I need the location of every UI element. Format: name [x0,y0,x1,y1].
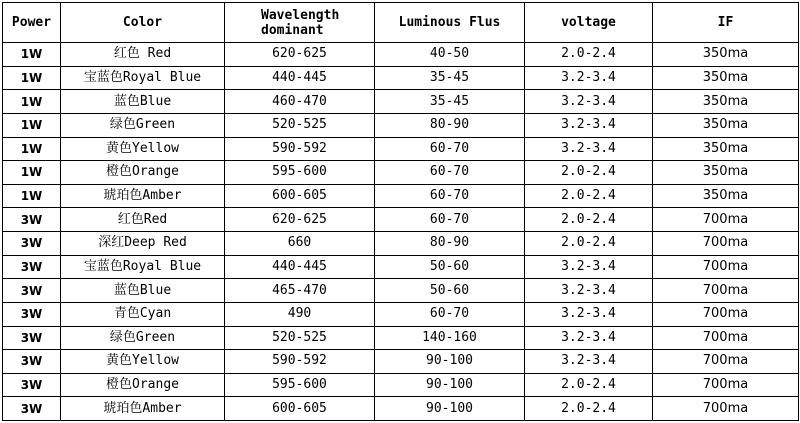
cell-power: 1W [3,137,61,161]
table-row [3,90,799,114]
cell-power: 1W [3,43,61,67]
cell-if: 350ma [653,161,799,185]
cell-power: 1W [3,90,61,114]
cell-wavelength: 460-470 [225,90,375,114]
table-row [3,137,799,161]
cell-wavelength: 600-605 [225,184,375,208]
cell-color: 黄色Yellow [61,350,225,374]
cell-wavelength: 520-525 [225,326,375,350]
cell-voltage: 2.0-2.4 [525,161,653,185]
cell-color: 深红Deep Red [61,232,225,256]
header-power: Power [3,3,61,43]
cell-wavelength: 595-600 [225,161,375,185]
cell-color: 红色Red [61,208,225,232]
cell-wavelength: 465-470 [225,279,375,303]
cell-color: 蓝色Blue [61,90,225,114]
cell-voltage: 3.2-3.4 [525,350,653,374]
cell-if: 350ma [653,137,799,161]
cell-if: 700ma [653,302,799,326]
cell-color: 绿色Green [61,326,225,350]
cell-color: 橙色Orange [61,373,225,397]
cell-color: 蓝色Blue [61,279,225,303]
table-row [3,161,799,185]
cell-voltage: 3.2-3.4 [525,279,653,303]
header-wavelength-line1: Wavelength [261,7,340,23]
cell-if: 350ma [653,66,799,90]
table-row [3,326,799,350]
cell-color: 红色 Red [61,43,225,67]
cell-wavelength: 440-445 [225,66,375,90]
cell-luminous-flux: 60-70 [375,302,525,326]
header-wavelength-line2: dominant [261,22,324,38]
cell-power: 1W [3,113,61,137]
header-if: IF [653,3,799,43]
cell-luminous-flux: 50-60 [375,255,525,279]
table-row [3,232,799,256]
table-body [3,43,799,421]
cell-if: 700ma [653,350,799,374]
cell-if: 350ma [653,113,799,137]
cell-power: 3W [3,326,61,350]
cell-luminous-flux: 35-45 [375,66,525,90]
cell-power: 3W [3,232,61,256]
cell-wavelength: 590-592 [225,350,375,374]
cell-luminous-flux: 90-100 [375,397,525,421]
cell-luminous-flux: 90-100 [375,373,525,397]
cell-voltage: 2.0-2.4 [525,232,653,256]
cell-voltage: 3.2-3.4 [525,137,653,161]
cell-wavelength: 520-525 [225,113,375,137]
cell-luminous-flux: 60-70 [375,137,525,161]
table-row [3,43,799,67]
cell-if: 350ma [653,43,799,67]
cell-power: 3W [3,397,61,421]
cell-if: 700ma [653,397,799,421]
cell-color: 绿色Green [61,113,225,137]
cell-color: 宝蓝色Royal Blue [61,66,225,90]
header-wavelength [225,3,375,43]
cell-if: 700ma [653,373,799,397]
cell-voltage: 3.2-3.4 [525,90,653,114]
cell-power: 1W [3,184,61,208]
table-row [3,184,799,208]
cell-color: 宝蓝色Royal Blue [61,255,225,279]
cell-voltage: 2.0-2.4 [525,208,653,232]
cell-voltage: 2.0-2.4 [525,43,653,67]
table-row [3,302,799,326]
cell-luminous-flux: 90-100 [375,350,525,374]
cell-luminous-flux: 50-60 [375,279,525,303]
cell-if: 350ma [653,90,799,114]
cell-power: 3W [3,350,61,374]
cell-luminous-flux: 60-70 [375,208,525,232]
cell-wavelength: 600-605 [225,397,375,421]
cell-if: 700ma [653,255,799,279]
cell-power: 3W [3,279,61,303]
header-color: Color [61,3,225,43]
header-voltage: voltage [525,3,653,43]
led-spec-table [2,2,799,421]
cell-if: 350ma [653,184,799,208]
cell-color: 黄色Yellow [61,137,225,161]
cell-color: 青色Cyan [61,302,225,326]
cell-voltage: 3.2-3.4 [525,255,653,279]
cell-luminous-flux: 80-90 [375,113,525,137]
table-row [3,279,799,303]
cell-luminous-flux: 80-90 [375,232,525,256]
table-row [3,208,799,232]
cell-voltage: 2.0-2.4 [525,184,653,208]
cell-power: 3W [3,255,61,279]
table-row [3,66,799,90]
cell-if: 700ma [653,232,799,256]
table-row [3,350,799,374]
cell-wavelength: 620-625 [225,43,375,67]
cell-luminous-flux: 35-45 [375,90,525,114]
cell-power: 1W [3,66,61,90]
cell-color: 橙色Orange [61,161,225,185]
cell-if: 700ma [653,326,799,350]
cell-wavelength: 440-445 [225,255,375,279]
cell-voltage: 3.2-3.4 [525,326,653,350]
cell-voltage: 2.0-2.4 [525,397,653,421]
table-row [3,397,799,421]
cell-luminous-flux: 40-50 [375,43,525,67]
table-row [3,113,799,137]
cell-voltage: 3.2-3.4 [525,302,653,326]
cell-power: 3W [3,373,61,397]
cell-voltage: 3.2-3.4 [525,66,653,90]
header-luminous-flux: Luminous Flus [375,3,525,43]
table-row [3,373,799,397]
cell-if: 700ma [653,279,799,303]
cell-power: 1W [3,161,61,185]
cell-wavelength: 660 [225,232,375,256]
cell-luminous-flux: 140-160 [375,326,525,350]
cell-wavelength: 595-600 [225,373,375,397]
cell-luminous-flux: 60-70 [375,184,525,208]
cell-wavelength: 490 [225,302,375,326]
cell-power: 3W [3,208,61,232]
header-row [3,3,799,43]
table-row [3,255,799,279]
cell-color: 琥珀色Amber [61,397,225,421]
cell-color: 琥珀色Amber [61,184,225,208]
cell-voltage: 3.2-3.4 [525,113,653,137]
cell-luminous-flux: 60-70 [375,161,525,185]
cell-power: 3W [3,302,61,326]
cell-wavelength: 590-592 [225,137,375,161]
cell-voltage: 2.0-2.4 [525,373,653,397]
cell-if: 700ma [653,208,799,232]
cell-wavelength: 620-625 [225,208,375,232]
